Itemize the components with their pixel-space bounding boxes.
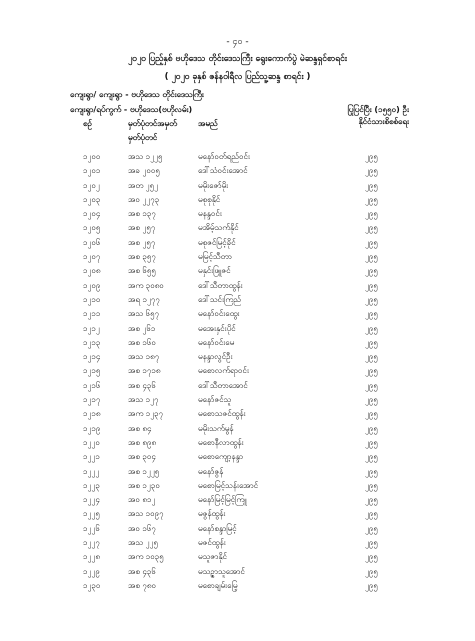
- row-code: ၂၉၅: [365, 495, 378, 505]
- row-id: အစ ၈၉၈: [128, 437, 157, 447]
- table-row: [0, 237, 475, 251]
- table-row: [0, 365, 475, 379]
- total-voters: [347, 104, 409, 128]
- row-number: ၁၂၂၉: [83, 566, 100, 576]
- row-id: အစ ၁၃၇: [128, 209, 156, 219]
- table-row: [0, 337, 475, 351]
- row-number: ၁၂၁၈: [83, 409, 101, 419]
- row-name: မနန္ဒာလွင်ဦး: [198, 352, 233, 362]
- table-row: [0, 537, 475, 551]
- table-row: [0, 394, 475, 408]
- row-id: အဝ ၂၂၇၃: [128, 194, 160, 204]
- row-id: အစ ၈၄: [128, 423, 152, 433]
- row-number: ၁၂၀၁: [83, 166, 101, 176]
- table-row: [0, 523, 475, 537]
- row-code: ၂၉၅: [365, 352, 378, 362]
- row-id: အသ ၁၀၉၇: [128, 509, 164, 519]
- row-name: ဒေါ်သီတာထွန်း: [198, 280, 243, 290]
- row-number: ၁၂၁၉: [83, 423, 101, 433]
- row-code: ၂၉၅: [365, 237, 378, 247]
- table-row: [0, 265, 475, 279]
- row-name: မနော်စန္ဒာမြင့်: [198, 523, 237, 533]
- row-id: အစ ၂၅၇: [128, 237, 156, 247]
- table-row: [0, 451, 475, 465]
- table-row: [0, 551, 475, 565]
- row-name: မနော်မြင့်မြင့်ကြူ: [198, 495, 247, 505]
- row-code: ၂၉၅: [365, 209, 378, 219]
- row-code: ၂၉၅: [365, 280, 378, 290]
- total-voters-label: ပြုပြင်ပြီး (၁၅၅၀) ဦး: [347, 105, 409, 114]
- row-name: မနော်ဝင်းမေ: [198, 337, 235, 347]
- row-id: အက ၁၀၃၅: [128, 552, 164, 562]
- row-number: ၁၂၃၀: [83, 580, 101, 590]
- row-code: ၂၉၅: [365, 409, 378, 419]
- table-row: [0, 423, 475, 437]
- row-code: ၂၉၅: [365, 437, 378, 447]
- row-name: မဇွန်ထွန်း: [198, 509, 226, 519]
- row-code: ၂၉၅: [365, 194, 378, 204]
- row-code: ၂၉၅: [365, 366, 378, 376]
- table-row: [0, 466, 475, 480]
- row-number: ၁၂၀၉: [83, 280, 101, 290]
- document-title: ၂၀၂၀ ပြည့်နှစ် ဗဟိုဒေသ တိုင်းဒေသကြီး ရွေးကောက်ပွဲ မဲဆန္ဒရှင်စာရင်း: [128, 54, 347, 64]
- row-code: ၂၉၅: [365, 180, 378, 190]
- row-number: ၁၂၁၇: [83, 395, 101, 405]
- row-name: မနှင်းဖြူဇင်: [198, 266, 231, 276]
- table-row: [0, 566, 475, 580]
- row-code: ၂၉၅: [365, 523, 378, 533]
- row-number: ၁၂၂၇: [83, 538, 100, 548]
- row-name: မနော်ဇင်သူ: [198, 395, 232, 405]
- row-code: ၂၉၅: [365, 480, 378, 490]
- table-row: [0, 222, 475, 236]
- row-id: အစ ၃၀၄: [128, 452, 156, 462]
- row-name: မသူဇာနိုင်: [198, 552, 227, 562]
- location-line: ကျေးရွာ/ ကျေးရွာ - ဗဟိုဒေသ တိုင်းဒေသကြီး: [70, 90, 204, 99]
- table-row: [0, 380, 475, 394]
- row-name: မမိုးသက်မွန်: [198, 423, 234, 433]
- table-row: [0, 208, 475, 222]
- row-code: ၂၉၅: [365, 552, 378, 562]
- ward-header: ကျေးရွာ/ရပ်ကွက် - ဗဟိုဒေသ(ဗဟိုလမ်း): [70, 105, 193, 114]
- row-id: အသ ၂၂၅: [128, 538, 158, 548]
- table-row: [0, 508, 475, 522]
- row-code: ၂၉၅: [365, 252, 378, 262]
- row-id: အစ ၆၅၅: [128, 266, 156, 276]
- table-row: [0, 580, 475, 594]
- table-row: [0, 308, 475, 322]
- table-row: [0, 151, 475, 165]
- row-code: ၂၉၅: [365, 466, 378, 476]
- table-row: [0, 437, 475, 451]
- table-row: [0, 351, 475, 365]
- row-id: အစ ၁၂၃၀: [128, 480, 160, 490]
- row-code: ၂၉၅: [365, 380, 378, 390]
- table-row: [0, 294, 475, 308]
- row-name: မနော်ဝတ်ရည်ဝင်း: [198, 152, 250, 161]
- row-code: ၂၉၅: [365, 538, 378, 548]
- row-code: ၂၉၅: [365, 509, 378, 519]
- row-name: မအေးနှင်းပိုင်: [198, 323, 236, 333]
- row-name: မစောနီလာထွန်း: [198, 437, 244, 447]
- row-number: ၁၂၀၂: [83, 180, 100, 190]
- document-subtitle: ( ၂၀၂၀ ခုနှစ် ဇန်နဝါရီလ ပြည်သူ့ဆန္ဒ စာရင်း ): [164, 72, 311, 82]
- row-id: အက ၁၂၃၇: [128, 409, 164, 419]
- row-name: မစောကျော့နန္ဒာ: [198, 452, 243, 462]
- column-header-id-sub: မှတ်ပုံတင်: [128, 133, 158, 142]
- row-id: အခ ၂၀၀၅: [128, 166, 160, 176]
- row-id: အသ ၆၅၇: [128, 309, 160, 319]
- table-row: [0, 180, 475, 194]
- row-name: မစုစုနိုင်: [198, 194, 221, 204]
- row-name: မဇင်ထွန်း: [198, 538, 226, 548]
- row-code: ၂၉၅: [365, 337, 378, 347]
- row-name: ဒေါ်သင်းကြည်: [198, 294, 241, 304]
- row-id: အသ ၁၂၇: [128, 395, 159, 405]
- row-number: ၁၂၂၅: [83, 509, 100, 519]
- row-name: မစောလက်ရာဝင်း: [198, 366, 249, 376]
- row-name: ဒေါ်သံဝင်းအောင်: [198, 166, 248, 176]
- table-row: [0, 165, 475, 179]
- row-name: ဒေါ်သီတာအောင်: [198, 380, 248, 390]
- table-row: [0, 251, 475, 265]
- row-number: ၁၂၁၁: [83, 309, 101, 319]
- row-name: မနော်ဇွန်: [198, 466, 224, 476]
- row-number: ၁၂၀၇: [83, 252, 101, 262]
- row-name: မစောချမ်းမြေ့: [198, 580, 238, 590]
- row-name: မစောသဇင်ထွန်း: [198, 409, 246, 419]
- row-code: ၂၉၅: [365, 566, 378, 576]
- row-number: ၁၂၂၆: [83, 523, 100, 533]
- column-header-id: မှတ်ပုံတင်အမှတ်: [128, 119, 177, 128]
- row-id: အစ ၇၈၀: [128, 580, 156, 590]
- row-name: မအိမ့်သက်နိုင်: [198, 223, 239, 233]
- row-name: မနန္ဒဝင်း: [198, 209, 222, 219]
- row-id: အက ၃၀၈၀: [128, 280, 164, 290]
- row-code: ၂၉၅: [365, 309, 378, 319]
- table-row: [0, 408, 475, 422]
- row-number: ၁၂၂၀: [83, 437, 100, 447]
- row-id: အစ ၃၅၇: [128, 252, 156, 262]
- row-number: ၁၂၁၄: [83, 352, 101, 362]
- row-id: အဝ ၁၆၇: [128, 523, 156, 533]
- row-number: ၁၂၀၈: [83, 266, 101, 276]
- row-name: မမိုးဇော်မိုး: [198, 180, 229, 190]
- row-id: အတ ၂၅၂: [128, 180, 159, 190]
- table-row: [0, 480, 475, 494]
- row-name: မသဉ္ဇာသူအောင်: [198, 566, 245, 576]
- row-number: ၁၂၂၃: [83, 480, 100, 490]
- row-number: ၁၂၁၀: [83, 294, 101, 304]
- row-id: အစ ၂၅၇: [128, 223, 156, 233]
- row-number: ၁၂၁၂: [83, 323, 100, 333]
- row-id: အဝ ၈၁၂: [128, 495, 156, 505]
- row-number: ၁၂၀၃: [83, 194, 101, 204]
- row-id: အစ ၁၆၀: [128, 337, 156, 347]
- row-code: ၂၉၅: [365, 223, 378, 233]
- row-id: အစ ၄၃၆: [128, 380, 156, 390]
- row-number: ၁၂၂၁: [83, 452, 100, 462]
- row-id: အသ ၁၈၇: [128, 352, 160, 362]
- row-number: ၁၂၀၅: [83, 223, 101, 233]
- row-id: အရ ၁၂၇၇: [128, 294, 160, 304]
- voter-list: [0, 151, 475, 594]
- row-id: အစ ၂၆၁: [128, 323, 156, 333]
- total-voters-sub: နိုင်ငံသားစိစစ်ရေး: [358, 117, 409, 126]
- row-code: ၂၉၅: [365, 152, 378, 161]
- row-code: ၂၉၅: [365, 294, 378, 304]
- row-code: ၂၉၅: [365, 580, 378, 590]
- row-name: မနော်ဝင်းထွေး: [198, 309, 240, 319]
- row-id: အစ ၁၇၁၈: [128, 366, 161, 376]
- row-code: ၂၉၅: [365, 423, 378, 433]
- row-name: မမြင့်သီတာ: [198, 252, 232, 262]
- row-number: ၁၂၀၆: [83, 237, 101, 247]
- row-number: ၁၂၂၂: [83, 466, 100, 476]
- row-code: ၂၉၅: [365, 395, 378, 405]
- column-header-name: အမည်: [198, 119, 218, 128]
- row-code: ၂၉၅: [365, 323, 378, 333]
- row-id: အစ ၄၃၆: [128, 566, 156, 576]
- row-number: ၁၂၁၃: [83, 337, 101, 347]
- row-id: အသ ၁၂၂၅: [128, 152, 163, 161]
- row-number: ၁၂၂၈: [83, 552, 100, 562]
- table-row: [0, 194, 475, 208]
- table-row: [0, 494, 475, 508]
- table-row: [0, 280, 475, 294]
- row-number: ၁၂၂၄: [83, 495, 100, 505]
- row-name: မစောမြင့်သန်းအောင်: [198, 480, 259, 490]
- table-row: [0, 323, 475, 337]
- page-number: - ၄၀ -: [226, 37, 249, 47]
- row-id: အစ ၁၂၂၅: [128, 466, 160, 476]
- row-number: ၁၂၁၆: [83, 380, 101, 390]
- row-name: မစုဇင်မြင့်ခိုင်: [198, 237, 236, 247]
- row-code: ၂၉၅: [365, 452, 378, 462]
- row-number: ၁၂၁၅: [83, 366, 101, 376]
- row-number: ၁၂၀၄: [83, 209, 101, 219]
- row-number: ၁၂၀၀: [83, 152, 101, 161]
- row-code: ၂၉၅: [365, 266, 378, 276]
- row-code: ၂၉၅: [365, 166, 378, 176]
- column-header-no: စဉ်: [83, 119, 92, 128]
